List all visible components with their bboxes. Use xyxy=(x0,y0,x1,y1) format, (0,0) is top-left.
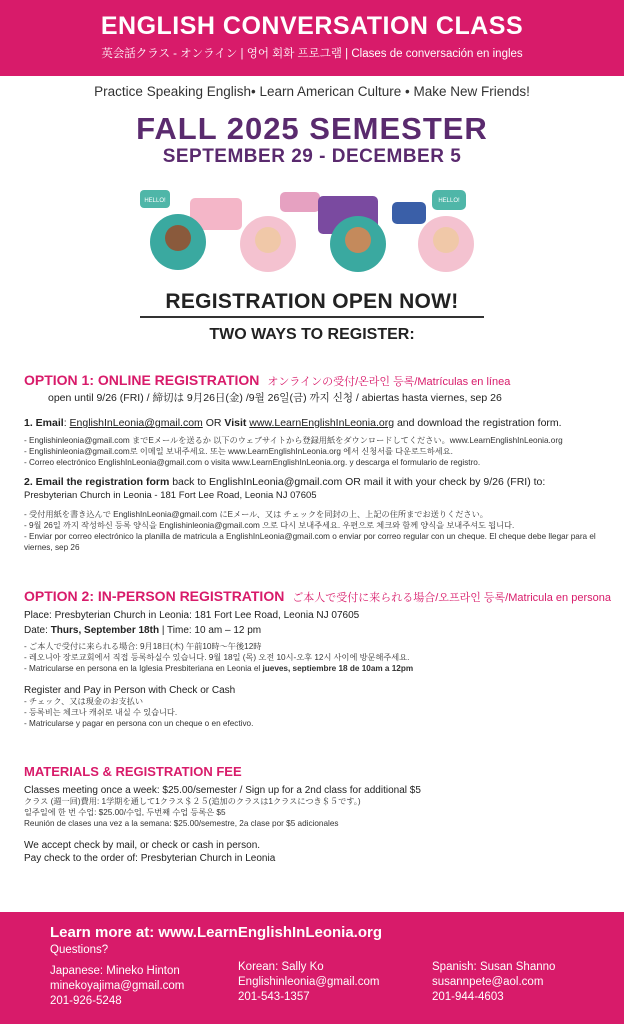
speech-bubble-5 xyxy=(392,202,426,224)
contact-korean xyxy=(238,960,379,1005)
pay-es: - Matricularse y pagar en persona con un cheque o en efectivo. xyxy=(24,718,254,728)
step2-ja: - 受付用紙を書き込んで EnglishInLeonia@gmail.com にEメール、又は チェックを同封の上、上記の住所までお送りください。 xyxy=(24,510,488,520)
step2-label: 2. Email the registration form xyxy=(24,476,170,489)
contact-phone: 201-543-1357 xyxy=(238,991,310,1003)
date-label: Date: xyxy=(24,625,48,636)
semester-dates: SEPTEMBER 29 - DECEMBER 5 xyxy=(162,146,462,167)
option2-date xyxy=(24,624,614,637)
accept-payment: We accept check by mail, or check or cash in person. xyxy=(24,840,261,852)
step2-ko: - 9월 26일 까지 작성하신 등록 양식을 Englishinleonia@gmail.com 으로 다시 보내주세요. 우편으로 체크와 함께 양식을 보내주셔도 됩니다. xyxy=(24,521,515,531)
option2-ja: - ご本人で受付に来られる場合: 9月18日(木) 午前10時〜午後12時 xyxy=(24,642,262,651)
bubble-text-1: HELLO! xyxy=(144,198,166,204)
option1-section xyxy=(24,372,614,554)
step2-es: - Enviar por correo electrónico la planilla de matricula a EnglishInLeonia@gmail.com o enviar por correo regular con un cheque. El cheque debe llegar para el viernes, sep 26 xyxy=(24,531,596,552)
person-1-face xyxy=(165,225,191,251)
page-title: ENGLISH CONVERSATION CLASS xyxy=(100,12,524,40)
header-subtitle: 英会話クラス - オンライン | 영어 회화 프로그램 | Clases de conversación en ingles xyxy=(101,48,523,60)
step1-ja: - Englishinleonia@gmail.com までEメールを送るか 以下のウェブサイトから登録用紙をダウンロードしてください。www.LearnEnglishInLeonia.org xyxy=(24,436,563,445)
bubble-text-2: HELLO! xyxy=(438,198,460,204)
option2-multilang: ご本人で受付に来られる場合/오프라인 등록/Matricula en persona xyxy=(292,592,611,604)
contact-email[interactable]: susannpete@aol.com xyxy=(432,976,544,988)
date-value: Thurs, September 18th xyxy=(50,625,160,636)
option1-multilang: オンラインの受付/온라인 등록/Matrículas en línea xyxy=(267,376,511,388)
step1-visit: Visit xyxy=(224,417,247,429)
option1-title-text: OPTION 1: ONLINE REGISTRATION xyxy=(24,372,260,388)
time-value: | Time: 10 am – 12 pm xyxy=(161,625,262,636)
option2-title xyxy=(24,588,614,605)
speech-bubble-3 xyxy=(280,192,320,212)
contact-name: Japanese: Mineko Hinton xyxy=(50,965,180,977)
pay-ko: - 등록비는 체크나 캐쉬로 내실 수 있습니다. xyxy=(24,708,178,718)
option2-es-text: - Matricularse en persona en la Iglesia Presbiteriana en Leonia el xyxy=(24,663,261,673)
heading-underline xyxy=(140,316,484,318)
option2-section xyxy=(24,588,614,730)
fee-ja: クラス (週一回)費用: 1学期を通して1クラス＄２５(追加のクラスは1クラスにつき＄５です。) xyxy=(24,797,361,806)
option2-title-text: OPTION 2: IN-PERSON REGISTRATION xyxy=(24,588,285,604)
footer-banner xyxy=(0,912,624,1024)
materials-section xyxy=(24,764,614,865)
fee-ko: 일주일에 한 번 수업: $25.00/수업, 두번째 수업 등록은 $5 xyxy=(24,807,226,817)
option2-es-date: jueves, septiembre 18 de 10am a 12pm xyxy=(262,663,414,673)
semester-title: FALL 2025 SEMESTER xyxy=(136,111,488,146)
fee-es: Reunión de clases una vez a la semana: $25.00/semestre, 2a clase por $5 adicionales xyxy=(24,818,339,828)
contact-email[interactable]: Englishinleonia@gmail.com xyxy=(238,976,380,988)
option1-step2 xyxy=(24,476,614,489)
semester-block xyxy=(0,112,624,168)
tagline: Practice Speaking English• Learn American Culture • Make New Friends! xyxy=(94,84,530,99)
two-ways-heading: TWO WAYS TO REGISTER: xyxy=(209,326,415,343)
contact-japanese xyxy=(50,964,184,1009)
option2-place: Place: Presbyterian Church in Leonia: 181 Fort Lee Road, Leonia NJ 07605 xyxy=(24,610,360,621)
step1-website-link[interactable]: www.LearnEnglishInLeonia.org xyxy=(249,417,395,429)
person-4-face xyxy=(433,227,459,253)
contact-name: Korean: Sally Ko xyxy=(238,961,324,973)
step2-address: Presbyterian Church in Leonia - 181 Fort Lee Road, Leonia NJ 07605 xyxy=(24,490,317,502)
header-banner xyxy=(0,0,624,76)
pay-to-order: Pay check to the order of: Presbyterian Church in Leonia xyxy=(24,853,276,865)
pay-ja: - チェック、又は現金のお支払い xyxy=(24,697,144,707)
step2-text: back to EnglishInLeonia@gmail.com OR mail it with your check by 9/26 (FRI) to: xyxy=(172,476,546,489)
person-2-face xyxy=(255,227,281,253)
contact-name: Spanish: Susan Shanno xyxy=(432,961,556,973)
contact-phone: 201-926-5248 xyxy=(50,995,122,1007)
step1-es: - Correo electrónico EnglishInLeonia@gmail.com o visita www.LearnEnglishInLeonia.org. y descarga el formulario de registro. xyxy=(24,457,481,467)
fee-en: Classes meeting once a week: $25.00/semester / Sign up for a 2nd class for additional $5 xyxy=(24,785,421,796)
contact-email[interactable]: minekoyajima@gmail.com xyxy=(50,980,185,992)
option1-title xyxy=(24,372,614,389)
option2-es xyxy=(24,664,614,675)
step1-rest: and download the registration form. xyxy=(396,417,562,429)
step1-ko: - Englishinleonia@gmail.com로 이메일 보내주세요. 또는 www.LearnEnglishInLeonia.org 에서 신청서를 다운로드하세요. xyxy=(24,446,453,456)
materials-title: MATERIALS & REGISTRATION FEE xyxy=(24,764,242,779)
questions-label: Questions? xyxy=(50,944,109,956)
option2-ko: - 레오니아 장로교회에서 직접 등록하실수 있습니다. 9월 18일 (목) 오전 10시-오후 12시 사이에 방문해주세요. xyxy=(24,652,410,662)
people-illustration xyxy=(130,186,494,276)
step1-label: 1. Email xyxy=(24,417,64,429)
step1-or: OR xyxy=(205,417,222,429)
pay-in-person-title: Register and Pay in Person with Check or Cash xyxy=(24,685,236,697)
contact-phone: 201-944-4603 xyxy=(432,991,504,1003)
person-3-face xyxy=(345,227,371,253)
learn-more-link[interactable]: Learn more at: www.LearnEnglishInLeonia.org xyxy=(50,924,382,941)
option1-open-until: open until 9/26 (FRI) / 締切は 9月26日(金) /9월 26일(금) 까지 신청 / abiertas hasta viernes, sep 26 xyxy=(48,392,502,404)
contact-spanish xyxy=(432,960,555,1005)
step1-email-link[interactable]: EnglishInLeonia@gmail.com xyxy=(69,417,203,429)
option1-step1: 1. Email: EnglishInLeonia@gmail.com OR Visit www.LearnEnglishInLeonia.org and download the registration form. xyxy=(24,417,562,429)
registration-open-heading: REGISTRATION OPEN NOW! xyxy=(165,290,459,313)
